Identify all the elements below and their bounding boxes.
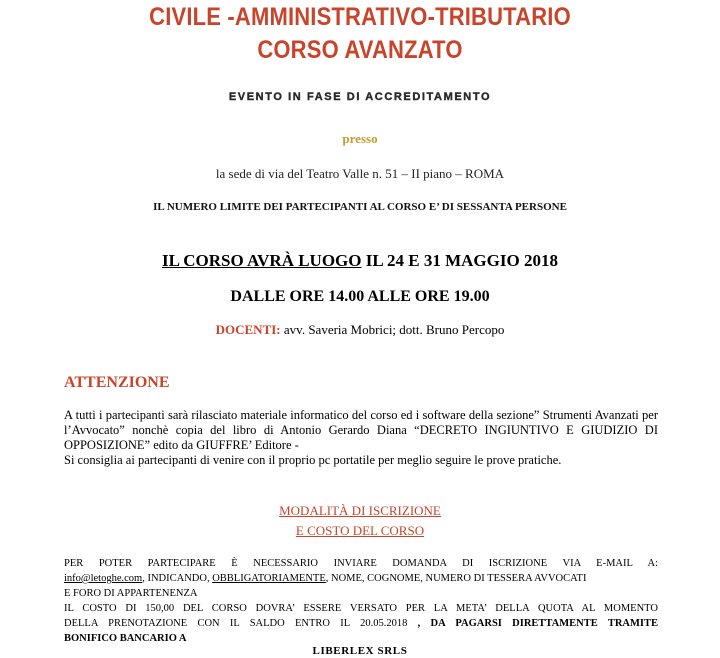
cost-line-2a: DELLA PRENOTAZIONE CON IL SALDO ENTRO IL 20.05.2018 (64, 618, 418, 629)
registration-line-3: E FORO DI APPARTENENZA (64, 588, 198, 599)
attention-paragraph: A tutti i partecipanti sarà rilasciato materiale informatico del corso ed i software della sezione” Strumenti Avanzati per l’Avvocato” nonchè copia del libro di Antonio Gerardo Diana “DECRETO INGIUNTIVO E GIUDIZIO DI OPPOSIZIONE” edito da GIUFFRE’ Editore - (64, 408, 658, 452)
registration-line-2b: , NOME, COGNOME, NUMERO DI TESSERA AVVOCATI (325, 573, 587, 584)
teachers-names: avv. Saveria Mobrici; dott. Bruno Percopo (280, 322, 505, 337)
accreditation-notice: EVENTO IN FASE DI ACCREDITAMENTO (228, 91, 492, 103)
registration-line-1: PER POTER PARTECIPARE È NECESSARIO INVIARE DOMANDA DI ISCRIZIONE VIA E-MAIL A: (64, 558, 658, 569)
teachers-label: DOCENTI: (215, 322, 281, 337)
registration-heading-2: E COSTO DEL CORSO (295, 523, 425, 538)
attention-heading: ATTENZIONE (64, 374, 170, 391)
attention-body (64, 408, 658, 468)
cost-line-3: BONIFICO BANCARIO A (64, 633, 187, 644)
title-line-1: CIVILE -AMMINISTRATIVO-TRIBUTARIO (149, 3, 571, 31)
course-dates (0, 251, 720, 271)
beneficiary-name: LIBERLEX SRLS (312, 645, 408, 657)
registration-heading-1: MODALITÀ DI ISCRIZIONE (279, 503, 441, 518)
cost-line-2 (64, 616, 658, 631)
participant-limit: IL NUMERO LIMITE DEI PARTECIPANTI AL CORSO E’ DI SESSANTA PERSONE (153, 201, 567, 213)
registration-line-2 (64, 571, 658, 586)
presso-label: presso (342, 131, 378, 146)
venue-address: la sede di via del Teatro Valle n. 51 – II piano – ROMA (215, 166, 505, 181)
title-line-2: CORSO AVANZATO (257, 36, 463, 64)
registration-body (64, 556, 658, 646)
registration-line-2a: , INDICANDO, (142, 573, 213, 584)
teachers-line (0, 322, 720, 338)
email-link[interactable]: info@letoghe.com (64, 573, 143, 584)
course-dates-underlined: IL CORSO AVRÀ LUOGO (162, 251, 362, 270)
cost-line-2b: , DA PAGARSI DIRETTAMENTE TRAMITE (417, 618, 658, 629)
attention-advice: Si consiglia ai partecipanti di venire con il proprio pc portatile per meglio seguire le prove pratiche. (64, 453, 562, 467)
mandatory-label: OBBLIGATORIAMENTE (212, 573, 326, 584)
cost-line-1: IL COSTO DI 150,00 DEL CORSO DOVRA’ ESSERE VERSATO PER LA META’ DELLA QUOTA AL MOMENTO (64, 603, 658, 614)
course-dates-rest: IL 24 E 31 MAGGIO 2018 (361, 251, 558, 270)
course-hours: DALLE ORE 14.00 ALLE ORE 19.00 (230, 288, 490, 305)
